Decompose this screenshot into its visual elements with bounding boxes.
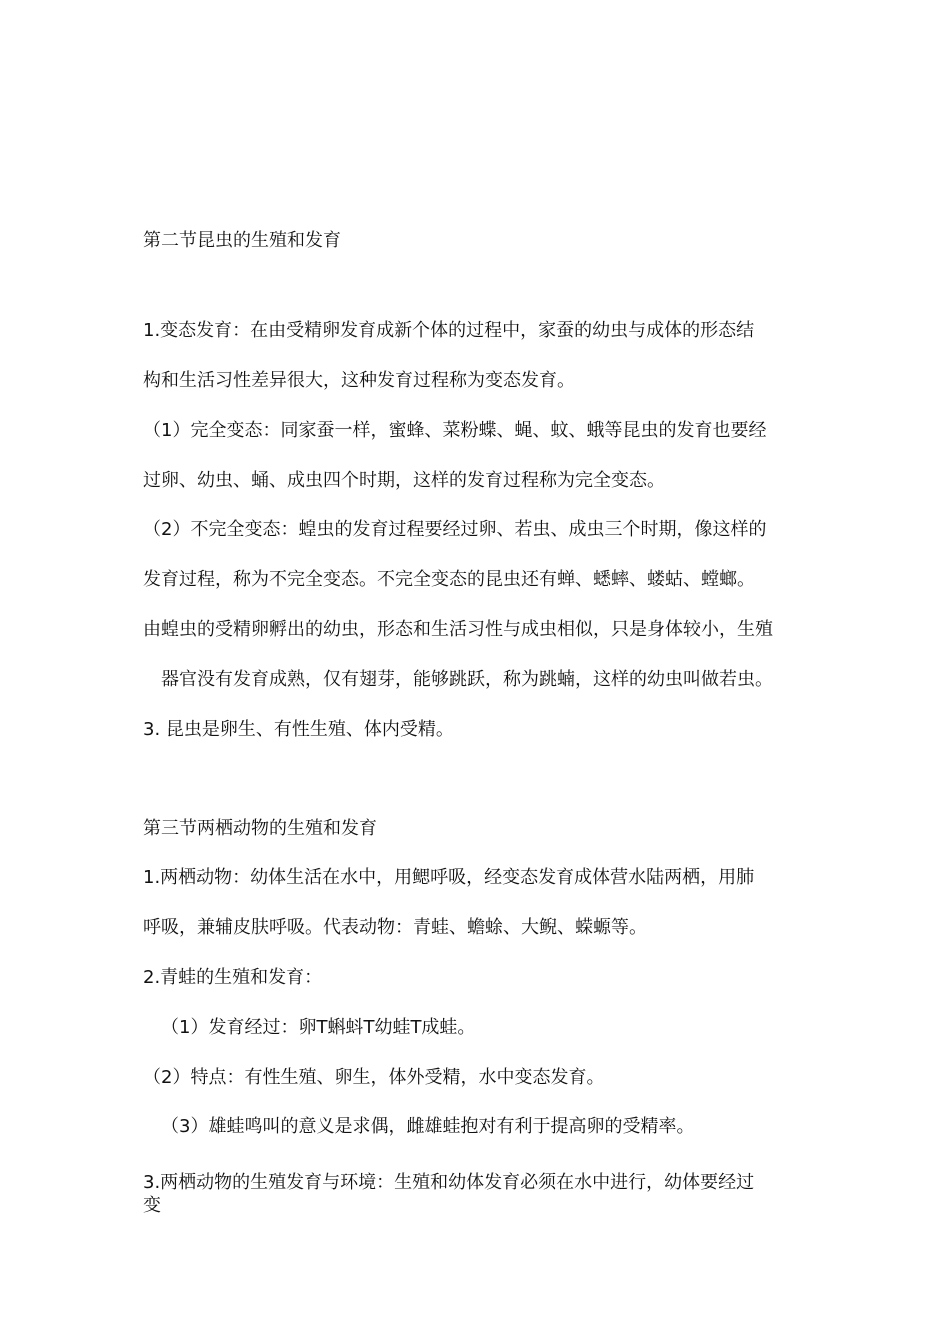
- section3-item3-line1: 3.两栖动物的生殖发育与环境：生殖和幼体发育必须在水中进行，幼体要经过: [143, 1172, 755, 1193]
- section3-item1-line2: 呼吸，兼辅皮肤呼吸。代表动物：青蛙、蟾蜍、大鲵、蝾螈等。: [143, 917, 647, 938]
- section2-sub1-line2: 过卵、幼虫、蛹、成虫四个时期，这样的发育过程称为完全变态。: [143, 470, 665, 491]
- section3-item2: 2.青蛙的生殖和发育：: [143, 967, 323, 988]
- section3-item2-sub3: （3）雄蛙鸣叫的意义是求偶，雌雄蛙抱对有利于提高卵的受精率。: [161, 1116, 695, 1137]
- section3-item2-sub1: （1）发育经过：卵T蝌蚪T幼蛙T成蛙。: [161, 1017, 476, 1038]
- section3-item1-line1: 1.两栖动物：幼体生活在水中，用鳃呼吸，经变态发育成体营水陆两栖，用肺: [143, 867, 755, 888]
- section2-sub1-line1: （1）完全变态：同家蚕一样，蜜蜂、菜粉蝶、蝇、蚊、蛾等昆虫的发育也要经: [143, 420, 767, 441]
- section2-sub2-line2: 发育过程，称为不完全变态。不完全变态的昆虫还有蝉、蟋蟀、蝼蛄、螳螂。: [143, 569, 755, 590]
- section3-item2-sub2: （2）特点：有性生殖、卵生，体外受精，水中变态发育。: [143, 1067, 605, 1088]
- section2-sub2-line3: 由蝗虫的受精卵孵出的幼虫，形态和生活习性与成虫相似，只是身体较小，生殖: [143, 619, 773, 640]
- section2-title: 第二节昆虫的生殖和发育: [143, 230, 341, 251]
- section3-title: 第三节两栖动物的生殖和发育: [143, 818, 377, 839]
- section2-item1-line1: 1.变态发育：在由受精卵发育成新个体的过程中，家蚕的幼虫与成体的形态结: [143, 320, 755, 341]
- section2-sub2-line1: （2）不完全变态：蝗虫的发育过程要经过卵、若虫、成虫三个时期，像这样的: [143, 519, 767, 540]
- section2-sub2-line4: 器官没有发育成熟，仅有翅芽，能够跳跃，称为跳蝻，这样的幼虫叫做若虫。: [161, 669, 773, 690]
- section2-item1-line2: 构和生活习性差异很大，这种发育过程称为变态发育。: [143, 370, 575, 391]
- section3-item3-line2: 变: [143, 1195, 161, 1216]
- section2-item3: 3. 昆虫是卵生、有性生殖、体内受精。: [143, 719, 454, 740]
